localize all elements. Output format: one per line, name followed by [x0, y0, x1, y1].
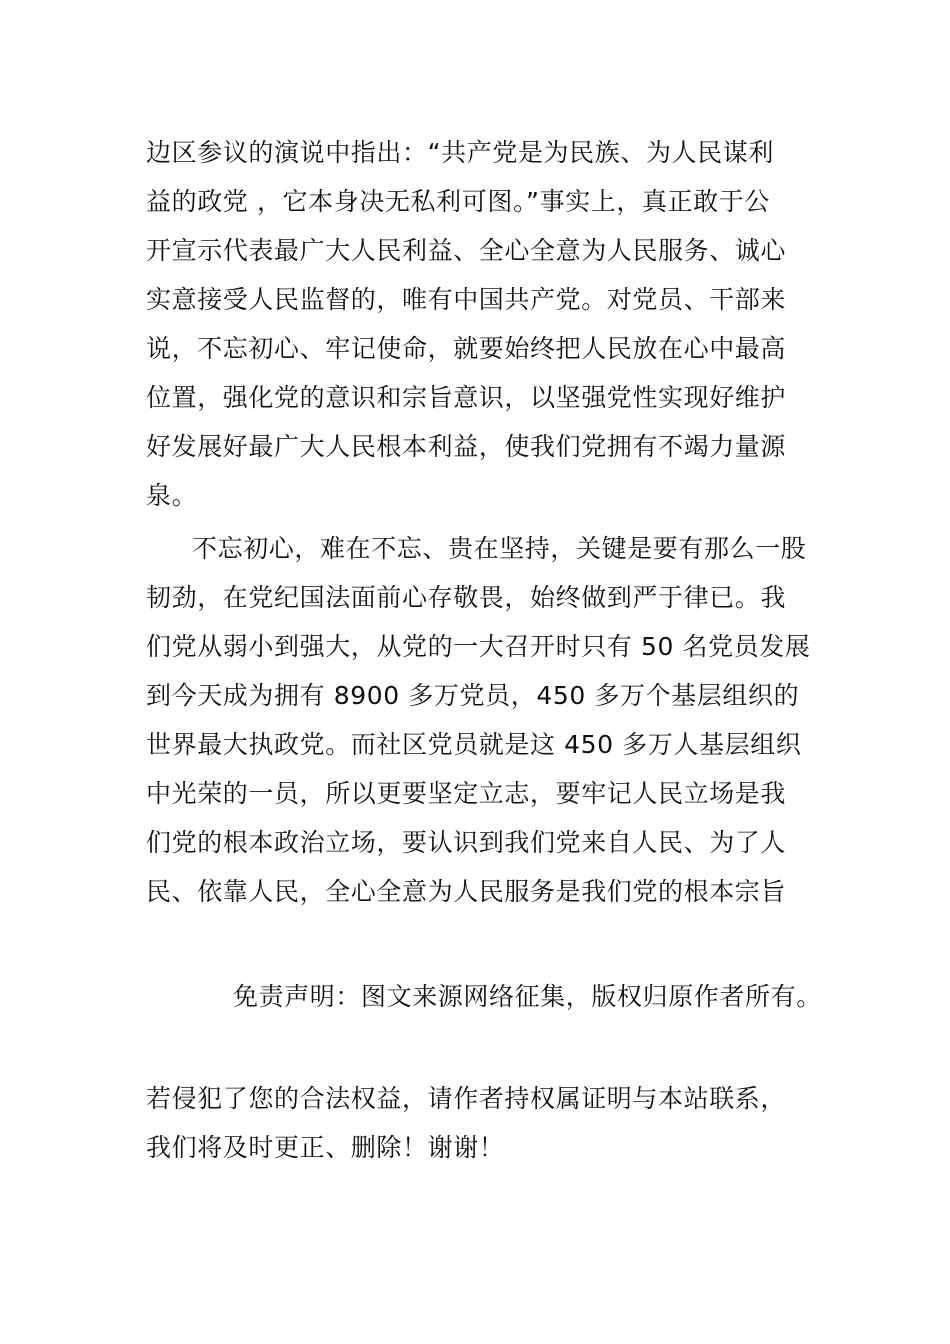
paragraph-1-line-1: 边区参议的演说中指出：“共产党是为民族、为人民谋利	[146, 138, 774, 167]
paragraph-1-line-7: 好发展好最广大人民根本利益，使我们党拥有不竭力量源	[146, 432, 787, 461]
paragraph-1-line-2: 益的政党 ，它本身决无私利可图。”事实上，真正敢于公	[146, 187, 771, 216]
paragraph-1-line-6: 位置，强化党的意识和宗旨意识，以坚强党性实现好维护	[146, 383, 787, 412]
paragraph-2-line-2: 韧劲，在党纪国法面前心存敬畏，始终做到严于律已。我	[146, 583, 787, 612]
paragraph-2-line-5: 世界最大执政党。而社区党员就是这 450 多万人基层组织	[146, 730, 802, 759]
paragraph-2-line-7: 们党的根本政治立场，要认识到我们党来自人民、为了人	[146, 828, 787, 857]
paragraph-1-line-8: 泉。	[146, 481, 198, 510]
paragraph-2-line-6: 中光荣的一员，所以更要坚定立志，要牢记人民立场是我	[146, 779, 787, 808]
disclaimer-line-2: 若侵犯了您的合法权益，请作者持权属证明与本站联系，	[146, 1084, 787, 1113]
paragraph-1-line-5: 说，不忘初心、牢记使命，就要始终把人民放在心中最高	[146, 334, 787, 363]
paragraph-2-line-3: 们党从弱小到强大，从党的一大召开时只有 50 名党员发展	[146, 632, 811, 661]
disclaimer-line-1: 免责声明：图文来源网络征集，版权归原作者所有。	[233, 982, 822, 1011]
paragraph-1-line-4: 实意接受人民监督的，唯有中国共产党。对党员、干部来	[146, 285, 787, 314]
disclaimer-line-3: 我们将及时更正、删除！谢谢！	[146, 1133, 505, 1162]
paragraph-2-line-1: 不忘初心，难在不忘、贵在坚持，关键是要有那么一股	[192, 534, 807, 563]
paragraph-1-line-3: 开宣示代表最广大人民利益、全心全意为人民服务、诚心	[146, 236, 787, 265]
paragraph-2-line-4: 到今天成为拥有 8900 多万党员，450 多万个基层组织的	[146, 681, 800, 710]
paragraph-2-line-8: 民、依靠人民，全心全意为人民服务是我们党的根本宗旨	[146, 877, 787, 906]
